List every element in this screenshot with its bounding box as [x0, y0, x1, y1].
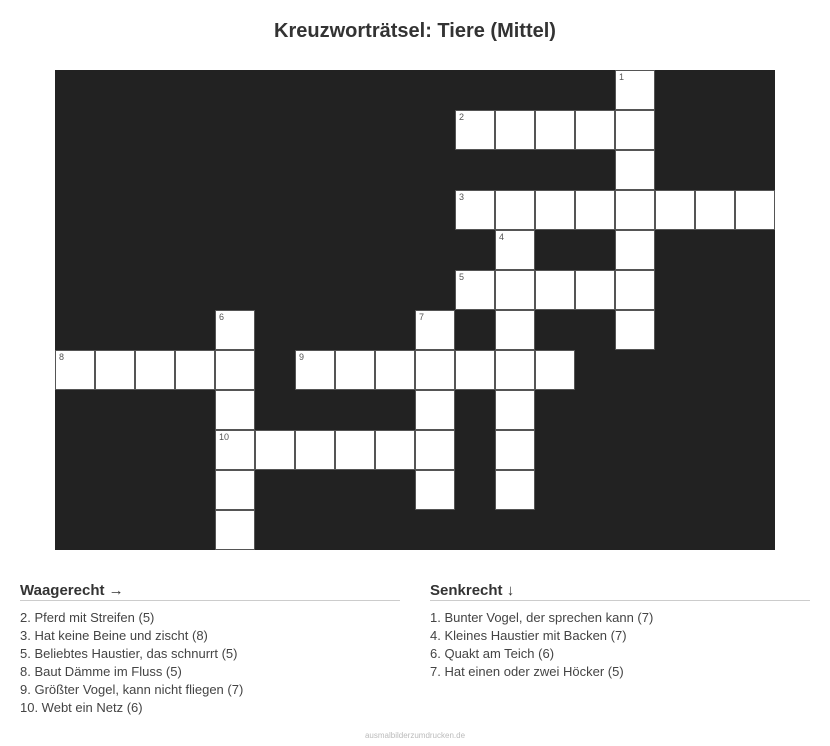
crossword-cell[interactable]: [415, 390, 455, 430]
crossword-cell[interactable]: [575, 270, 615, 310]
down-heading: Senkrecht ↓: [430, 581, 810, 601]
crossword-cell[interactable]: [335, 430, 375, 470]
crossword-cell[interactable]: [175, 350, 215, 390]
crossword-cell[interactable]: [55, 350, 95, 390]
crossword-cell[interactable]: [415, 350, 455, 390]
footer-credit: ausmalbilderzumdrucken.de: [364, 731, 466, 740]
cell-number: 9: [299, 352, 305, 362]
crossword-cell[interactable]: [615, 190, 655, 230]
clue-item: 10. Webt ein Netz (6): [20, 700, 143, 715]
crossword-cell[interactable]: [615, 310, 655, 350]
crossword-cell[interactable]: [215, 470, 255, 510]
crossword-cell[interactable]: [495, 350, 535, 390]
crossword-cell[interactable]: [415, 310, 455, 350]
clue-item: 7. Hat einen oder zwei Höcker (5): [430, 664, 624, 679]
puzzle-title: Kreuzworträtsel: Tiere (Mittel): [274, 20, 556, 42]
crossword-cell[interactable]: [215, 430, 255, 470]
cell-number: 10: [219, 432, 230, 442]
cell-number: 4: [499, 232, 505, 242]
crossword-cell[interactable]: [535, 270, 575, 310]
crossword-cell[interactable]: [215, 350, 255, 390]
crossword-cell[interactable]: [375, 350, 415, 390]
crossword-cell[interactable]: [615, 110, 655, 150]
cell-number: 8: [59, 352, 65, 362]
crossword-cell[interactable]: [375, 430, 415, 470]
crossword-cell[interactable]: [575, 190, 615, 230]
crossword-cell[interactable]: [495, 270, 535, 310]
crossword-cell[interactable]: [455, 110, 495, 150]
cell-number: 1: [619, 72, 625, 82]
clue-item: 5. Beliebtes Haustier, das schnurrt (5): [20, 646, 238, 661]
crossword-cell[interactable]: [495, 230, 535, 270]
crossword-cell[interactable]: [535, 190, 575, 230]
crossword-cell[interactable]: [455, 350, 495, 390]
crossword-cell[interactable]: [215, 310, 255, 350]
across-clues: [20, 581, 400, 717]
crossword-cell[interactable]: [535, 110, 575, 150]
crossword-cell[interactable]: [615, 230, 655, 270]
crossword-cell[interactable]: [495, 430, 535, 470]
clue-item: 9. Größter Vogel, kann nicht fliegen (7): [20, 682, 244, 697]
across-heading: Waagerecht →: [20, 581, 400, 601]
cell-number: 2: [459, 112, 465, 122]
crossword-cell[interactable]: [495, 190, 535, 230]
across-clue-list: [20, 609, 400, 717]
crossword-cell[interactable]: [415, 430, 455, 470]
down-clue-list: [430, 609, 810, 681]
cell-number: 7: [419, 312, 425, 322]
crossword-cell[interactable]: [615, 270, 655, 310]
crossword-cell[interactable]: [215, 390, 255, 430]
cell-number: 5: [459, 272, 465, 282]
crossword-cell[interactable]: [495, 470, 535, 510]
crossword-cell[interactable]: [535, 350, 575, 390]
clue-item: 2. Pferd mit Streifen (5): [20, 610, 155, 625]
down-clues: [430, 581, 810, 681]
crossword-cell[interactable]: [495, 390, 535, 430]
crossword-cell[interactable]: [495, 110, 535, 150]
clue-item: 4. Kleines Haustier mit Backen (7): [430, 628, 627, 643]
crossword-cell[interactable]: [135, 350, 175, 390]
crossword-cell[interactable]: [615, 150, 655, 190]
crossword-cell[interactable]: [655, 190, 695, 230]
clue-item: 8. Baut Dämme im Fluss (5): [20, 664, 182, 679]
clue-item: 1. Bunter Vogel, der sprechen kann (7): [430, 610, 654, 625]
crossword-cell[interactable]: [295, 350, 335, 390]
clue-item: 6. Quakt am Teich (6): [430, 646, 555, 661]
crossword-cell[interactable]: [695, 190, 735, 230]
crossword-cell[interactable]: [335, 350, 375, 390]
crossword-cell[interactable]: [575, 110, 615, 150]
crossword-cell[interactable]: [455, 190, 495, 230]
cell-number: 3: [459, 192, 465, 202]
crossword-cell[interactable]: [215, 510, 255, 550]
crossword-cell[interactable]: [455, 270, 495, 310]
cell-number: 6: [219, 312, 225, 322]
crossword-cell[interactable]: [95, 350, 135, 390]
crossword-cell[interactable]: [415, 470, 455, 510]
crossword-cell[interactable]: [255, 430, 295, 470]
crossword-cell[interactable]: [295, 430, 335, 470]
clue-item: 3. Hat keine Beine und zischt (8): [20, 628, 208, 643]
crossword-grid: [55, 70, 775, 550]
crossword-cell[interactable]: [735, 190, 775, 230]
crossword-cell[interactable]: [615, 70, 655, 110]
crossword-cell[interactable]: [495, 310, 535, 350]
